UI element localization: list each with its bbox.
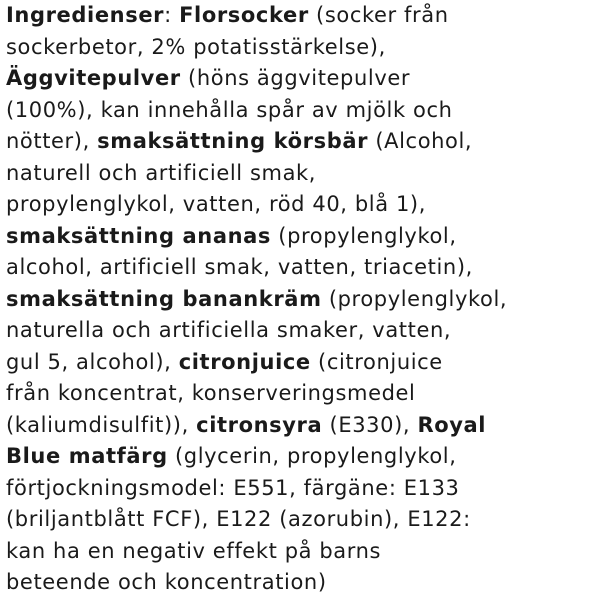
ingredient-line bbox=[6, 32, 596, 64]
ingredient-line bbox=[6, 284, 596, 316]
ingredient-detail: : bbox=[164, 3, 180, 27]
ingredient-line bbox=[6, 126, 596, 158]
ingredient-detail: (socker från bbox=[308, 3, 449, 27]
ingredient-detail: (100%), kan innehålla spår av mjölk och bbox=[6, 97, 453, 122]
ingredient-detail: (briljantblått FCF), E122 (azorubin), E122: bbox=[6, 507, 471, 531]
ingredient-line bbox=[6, 378, 596, 410]
ingredient-detail: naturella och artificiella smaker, vatten, bbox=[6, 318, 452, 342]
ingredient-name: smaksättning banankräm bbox=[6, 286, 322, 311]
ingredient-line bbox=[6, 95, 596, 127]
ingredient-line bbox=[6, 189, 596, 221]
ingredient-detail: (glycerin, propylenglykol, bbox=[167, 444, 457, 468]
ingredient-detail: (kaliumdisulfit)), bbox=[6, 412, 197, 437]
ingredient-detail: nötter), bbox=[6, 129, 98, 153]
ingredient-line bbox=[6, 473, 596, 505]
ingredient-name: citronsyra bbox=[196, 412, 323, 437]
ingredient-detail: (propylenglykol, bbox=[271, 223, 457, 248]
ingredient-line bbox=[6, 63, 596, 95]
ingredient-name: citronjuice bbox=[178, 349, 311, 374]
ingredient-detail: förtjockningsmodel: E551, färgäne: E133 bbox=[6, 475, 460, 500]
ingredient-line bbox=[6, 410, 596, 442]
ingredient-name: smaksättning körsbär bbox=[97, 129, 369, 153]
ingredient-line bbox=[6, 315, 596, 347]
ingredient-name: Florsocker bbox=[179, 3, 309, 27]
ingredient-line bbox=[6, 536, 596, 568]
ingredient-detail: alcohol, artificiell smak, vatten, triacetin), bbox=[6, 255, 473, 279]
ingredient-line bbox=[6, 252, 596, 284]
ingredient-detail: sockerbetor, 2% potatisstärkelse), bbox=[6, 34, 386, 59]
ingredient-detail: (E330), bbox=[322, 412, 418, 437]
ingredient-name: Blue matfärg bbox=[6, 444, 168, 468]
ingredient-name: smaksättning ananas bbox=[6, 223, 272, 248]
ingredient-name: Ingredienser bbox=[6, 3, 165, 27]
ingredient-name: Royal bbox=[417, 412, 487, 437]
ingredient-detail: beteende och koncentration) bbox=[6, 570, 327, 594]
ingredients-label bbox=[6, 0, 596, 599]
ingredient-detail: (citronjuice bbox=[310, 349, 443, 374]
ingredient-line bbox=[6, 221, 596, 253]
ingredient-detail: (propylenglykol, bbox=[321, 286, 508, 311]
ingredient-detail: från koncentrat, konserveringsmedel bbox=[6, 381, 416, 405]
ingredient-name: Äggvitepulver bbox=[6, 66, 181, 90]
ingredient-line bbox=[6, 504, 596, 536]
ingredient-detail: (höns äggvitepulver bbox=[180, 66, 411, 90]
ingredient-detail: naturell och artificiell smak, bbox=[6, 160, 317, 185]
ingredient-line bbox=[6, 347, 596, 379]
ingredient-line bbox=[6, 158, 596, 190]
ingredient-line bbox=[6, 0, 596, 32]
ingredient-detail: kan ha en negativ effekt på barns bbox=[6, 538, 382, 563]
ingredient-line bbox=[6, 441, 596, 473]
ingredient-detail: (Alcohol, bbox=[368, 129, 473, 153]
ingredient-detail: gul 5, alcohol), bbox=[6, 349, 179, 374]
ingredient-detail: propylenglykol, vatten, röd 40, blå 1), bbox=[6, 192, 426, 216]
ingredient-line bbox=[6, 567, 596, 599]
